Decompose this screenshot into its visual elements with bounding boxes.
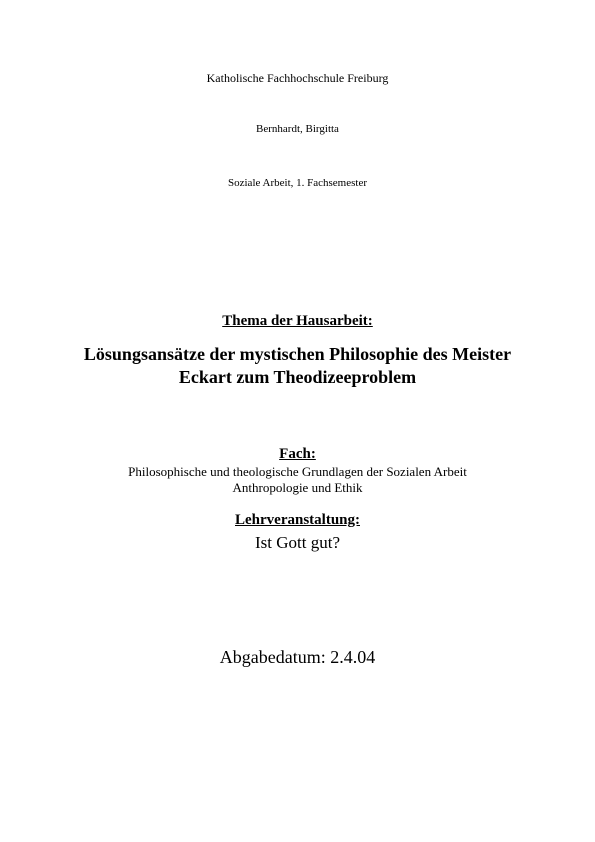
thesis-title: [0, 343, 595, 389]
thesis-title-line-1: Lösungsansätze der mystischen Philosophie des Meister: [83, 344, 512, 364]
author-name: Bernhardt, Birgitta: [256, 123, 339, 135]
subject-line-1: Philosophische und theologische Grundlagen der Sozialen Arbeit: [128, 464, 467, 479]
subject-heading: Fach:: [279, 446, 316, 462]
institution-name: Katholische Fachhochschule Freiburg: [206, 71, 389, 85]
due-date: Abgabedatum: 2.4.04: [219, 647, 376, 667]
course-title: Ist Gott gut?: [255, 533, 340, 552]
course-heading: Lehrveranstaltung:: [235, 512, 360, 528]
subject-line-2: Anthropologie und Ethik: [232, 480, 363, 495]
subject-description: [0, 464, 595, 496]
topic-heading: Thema der Hausarbeit:: [222, 313, 373, 329]
thesis-title-line-2: Eckart zum Theodizeeproblem: [178, 367, 417, 387]
study-program: Soziale Arbeit, 1. Fachsemester: [228, 177, 367, 189]
